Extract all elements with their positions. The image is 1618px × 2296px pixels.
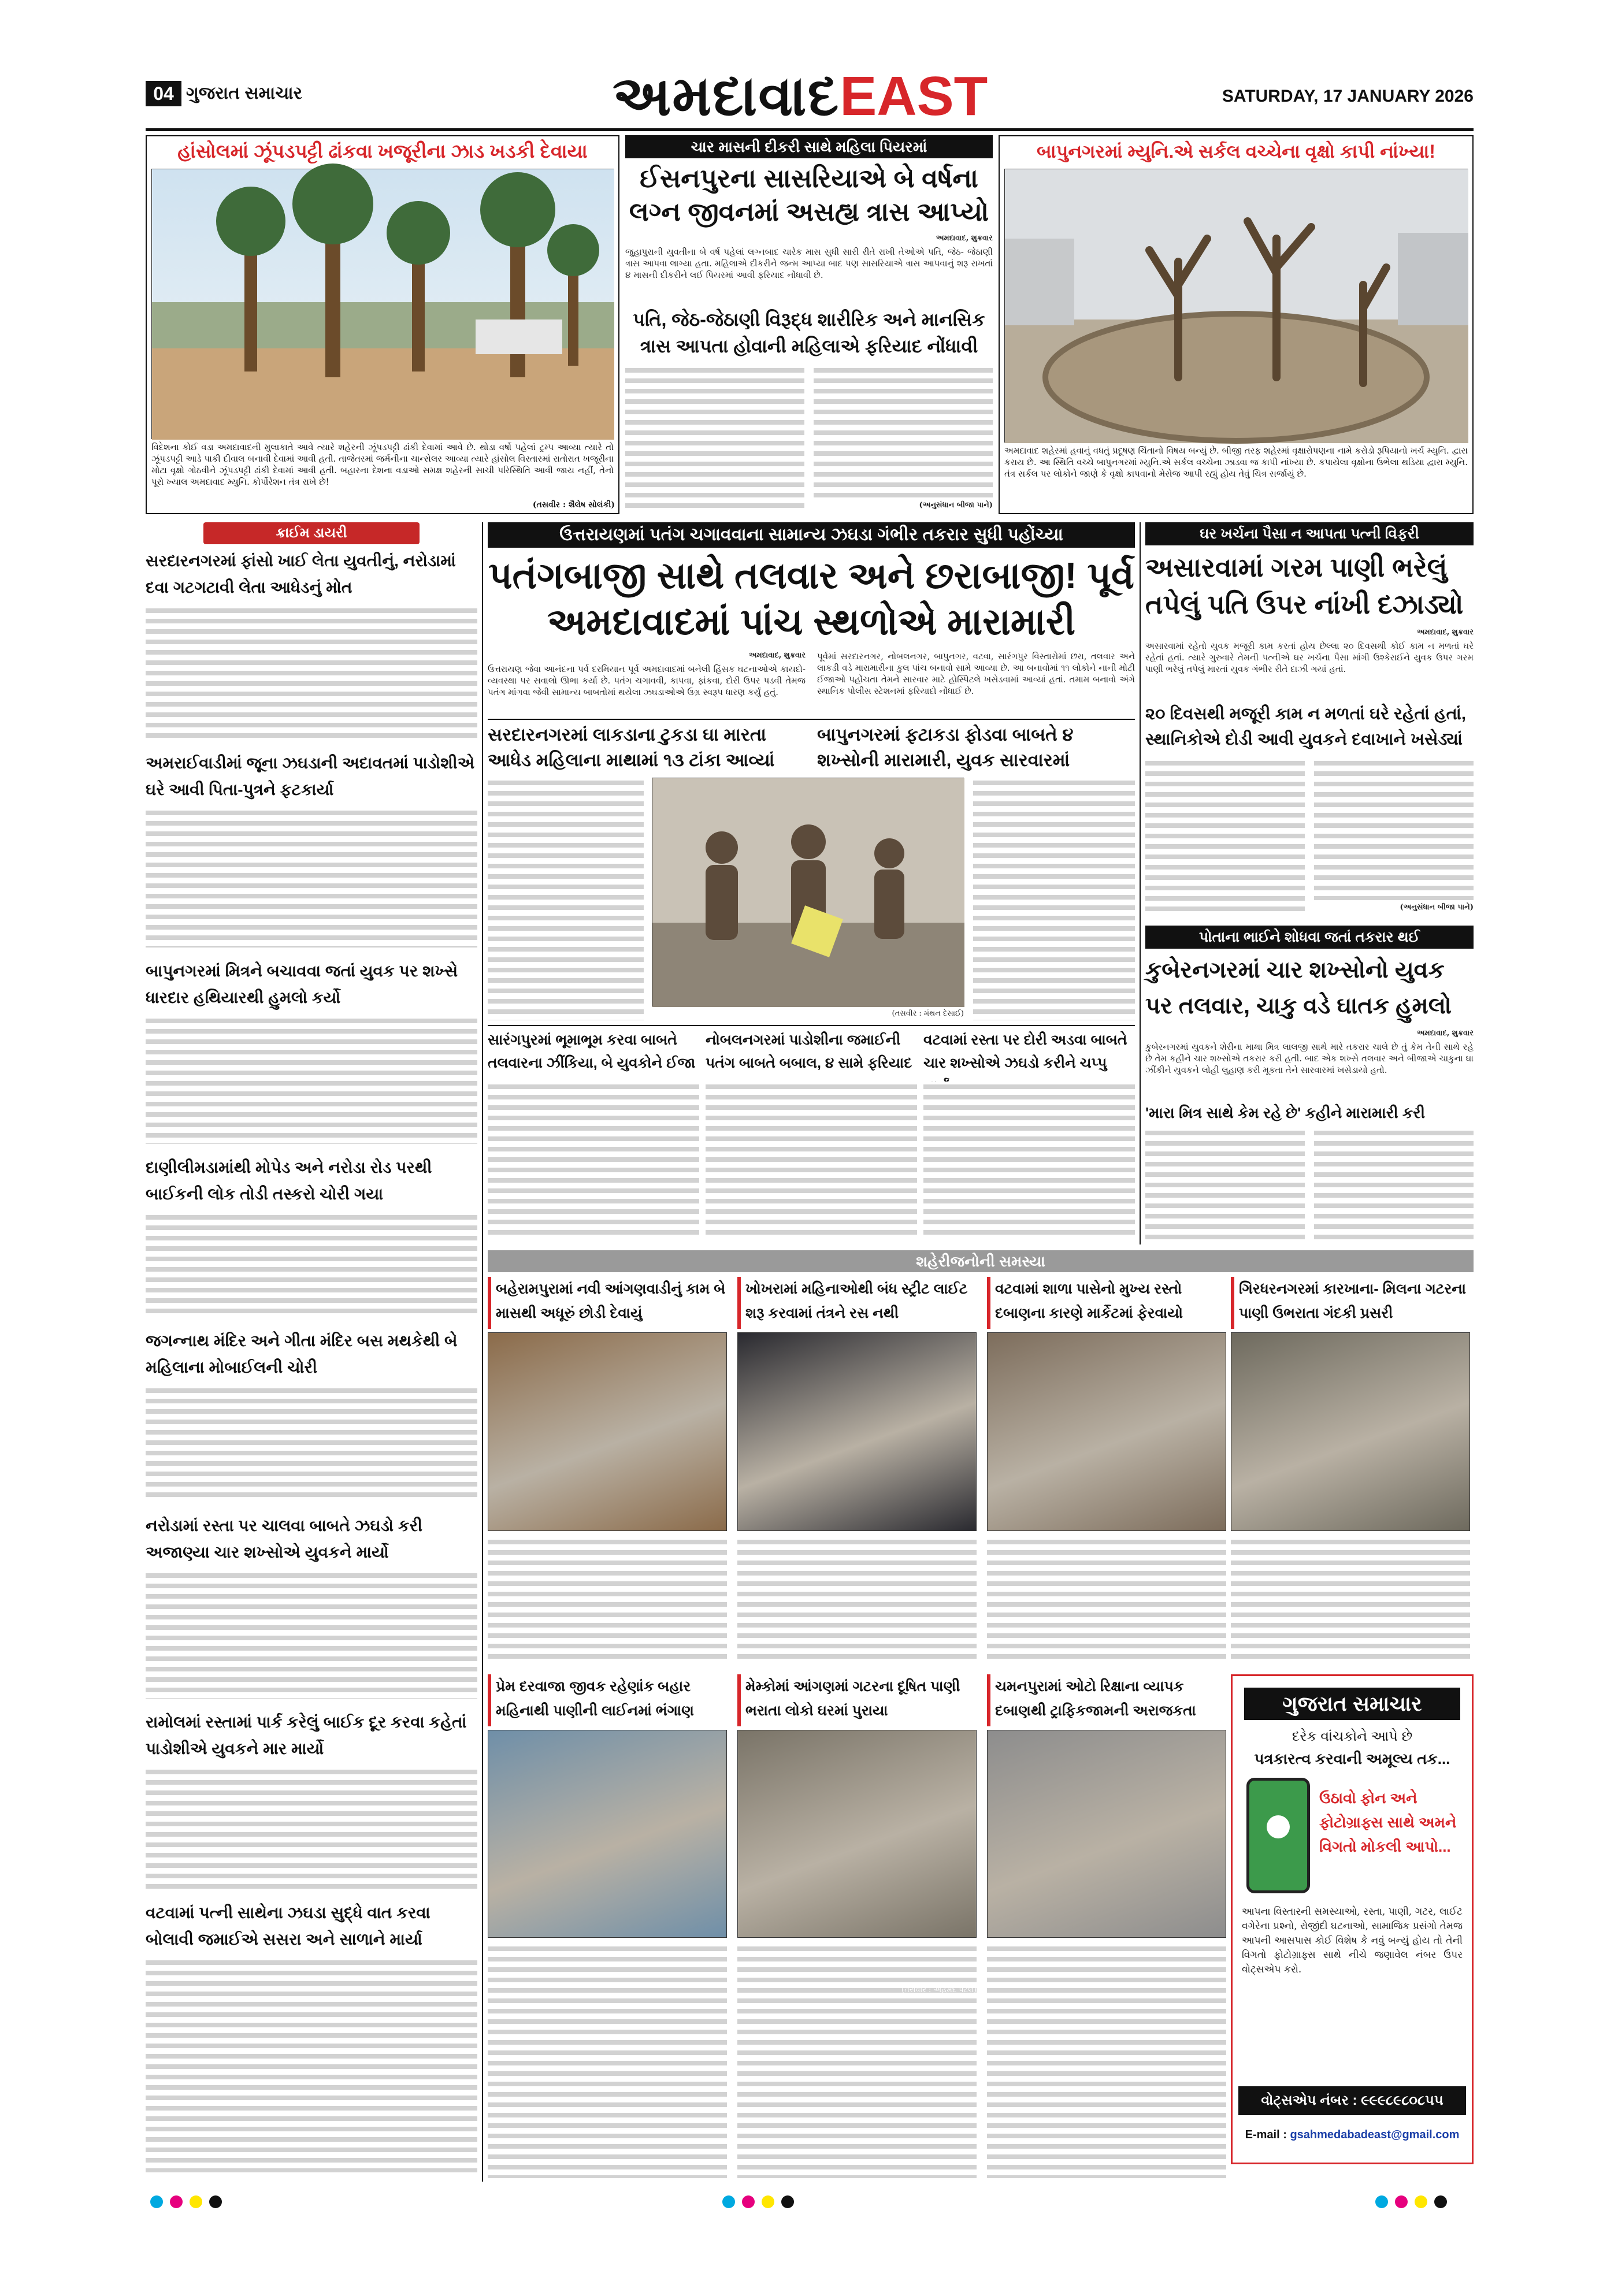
story-kubernagar-dateline: અમદાવાદ, શુક્રવાર: [1416, 1029, 1474, 1038]
promo-cta: ઉઠાવો ફોન અને ફોટોગ્રાફ્સ સાથે અમને વિગતો મોકલી આપો...: [1319, 1789, 1457, 1855]
promo-whatsapp: [1238, 2086, 1466, 2115]
story-kite-body-1: [488, 778, 644, 1020]
story-kite-dateline: અમદાવાદ, શુક્રવાર: [748, 651, 806, 660]
story-isanpur-dateline: અમદાવાદ, શુક્રવાર: [936, 234, 993, 243]
promo-brand: ગુજરાત સમાચાર: [1244, 1688, 1460, 1720]
city-problem-headline: વટવામાં શાળા પાસેનો મુખ્ય રસ્તો દબાણના કારણે માર્કેટમાં ફેરવાયો: [987, 1277, 1226, 1329]
kite-rule-2: [488, 1025, 1135, 1026]
kite-fight-photo: [652, 778, 964, 1006]
crime-story-body: [146, 1957, 477, 2172]
story-isanpur-subhead: પતિ, જેઠ-જેઠાણી વિરૂદ્ધ શારીરિક અને માનસિક ત્રાસ આપતા હોવાની મહિલાએ ફરિયાદ નોંધાવી: [633, 309, 985, 356]
palm-trees-photo: [151, 169, 614, 439]
crime-story-body: [146, 1212, 477, 1317]
registration-dot: [1415, 2195, 1427, 2208]
kite-fight-illustration: [652, 778, 964, 1007]
story-asarva: [1145, 522, 1474, 921]
city-problem-body: [737, 1537, 977, 1664]
story-kite-sub2: બાપુનગરમાં ફટાકડા ફોડવા બાબતે ૪ શખ્સોની મારામારી, યુવક સારવારમાં: [817, 725, 1074, 770]
promo-whatsapp-number[interactable]: ૯૯૯૮૯૮૦૮૫૫: [1361, 2093, 1443, 2108]
masthead-title-gujarati: અમદાવાદ: [613, 64, 840, 128]
crime-story-headline: અમરાઈવાડીમાં જૂના ઝઘડાની અદાવતમાં પાડોશીએ ઘરે આવી પિતા-પુત્રને ફટકાર્યા: [146, 754, 475, 798]
story-kite-lead-right: પૂર્વમાં સરદારનગર, નોબલનગર, બાપુનગર, વટવા, સારંગપુર વિસ્તારોમાં છરા, તલવાર અને લાકડી વડે મારામારીના કુલ પાંચ બનાવો સામે આવ્યા છે. આ બનાવોમાં ૧૧ લોકોને નાની મોટી ઈજાઓ પહોંચતા તેમને સારવાર માટે હોસ્પિટલે ખસેડવામાં આવ્યાં હતાં. તમામ બનાવો અંગે સ્થાનિક પોલીસ સ્ટેશનમાં ફરિયાદો નોંધાઈ છે.: [817, 651, 1135, 696]
story-isanpur-continued: (અનુસંધાન બીજા પાને): [919, 501, 993, 510]
story-asarva-lead: અસારવામાં રહેતો યુવક મજૂરી કામ કરતાં હોય છેલ્લા ૨૦ દિવસથી કોઈ કામ ન મળતાં ઘરે રહેતાં હતાં. ત્યારે ગુરુવારે તેમની પત્નીએ ઘર ખર્ચના પૈસા માંગી ઉશ્કેરાઈને યુવક ઉપર ગરમ પાણી ભરેલું તપેલું મારતાં યુવક ગંભીર રીતે દાઝી ગયાં હતાં.: [1145, 641, 1474, 674]
story-kite-photo-credit: (તસવીર : મંથન દેસાઈ): [892, 1009, 964, 1018]
city-problem-body: [488, 1537, 727, 1664]
registration-dot: [209, 2195, 222, 2208]
story-kubernagar-quote: 'મારા મિત્ર સાથે કેમ રહે છે' કહીને મારામારી કરી: [1145, 1104, 1426, 1121]
crime-story-headline: રામોલમાં રસ્તામાં પાર્ક કરેલું બાઈક દૂર કરવા કહેતાં પાડોશીએ યુવકને માર માર્યો: [146, 1713, 467, 1758]
story-kubernagar-body-1: [1145, 1128, 1305, 1241]
story-kite-sub1: સરદારનગરમાં લાકડાના ટુકડા ઘા મારતા આધેડ મહિલાના માથામાં ૧૩ ટાંકા આવ્યાં: [488, 725, 775, 770]
crime-story-headline: દાણીલીમડામાંથી મોપેડ અને નરોડા રોડ પરથી બાઈકની લોક તોડી તસ્કરો ચોરી ગયા: [146, 1158, 432, 1203]
city-problem-body: [737, 1944, 977, 2178]
city-problem-headline: ગિરધરનગરમાં કારખાના- મિલના ગટરના પાણી ઉભરાતા ગંદકી પ્રસરી: [1231, 1277, 1470, 1329]
city-problem-photo: [1231, 1332, 1470, 1531]
story-kite-sub3: સારંગપુરમાં ભૂમાભૂમ કરવા બાબતે તલવારના ઝીંકિયા, બે યુવકોને ઈજા: [488, 1032, 696, 1071]
city-problems-banner: [488, 1250, 1474, 1272]
crime-story-body: [146, 808, 477, 948]
city-problem-headline: મેમ્કોમાં આંગણમાં ગટરના દૂષિત પાણી ભરાતા લોકો ઘરમાં પુરાયા: [737, 1674, 977, 1726]
city-problem-headline: ચમનપુરામાં ઓટો રિક્ષાના વ્યાપક દબાણથી ટ્રાફિકજામની અરાજકતા: [987, 1674, 1226, 1726]
story-bapunagar-trees: [999, 135, 1474, 514]
city-problem-photo: [737, 1730, 977, 1938]
story-asarva-subhead: ૨૦ દિવસથી મજૂરી કામ ન મળતાં ઘરે રહેતાં હતાં, સ્થાનિકોએ દોડી આવી યુવકને દવાખાને ખસેડ્યાં: [1145, 705, 1466, 749]
city-problem-photo: [488, 1730, 727, 1938]
story-hansol: [146, 135, 619, 514]
cut-trees-illustration: [1005, 169, 1468, 443]
registration-dot: [1375, 2195, 1388, 2208]
promo-body: આપના વિસ્તારની સમસ્યાઓ, રસ્તા, પાણી, ગટર, લાઈટ વગેરેના પ્રશ્નો, રોજીંદી ઘટનાઓ, સામાજિક પ્રસંગો તેમજ આપની આસપાસ કોઈ વિશેષ કે નવું બન્યું હોય તો તેની વિગતો ફોટોગ્રાફ્સ સાથે નીચે જણાવેલ નંબર ઉપર વોટ્સએપ કરો.: [1242, 1906, 1463, 1975]
crime-story-body: [146, 605, 477, 740]
story-kubernagar-body-2: [1314, 1128, 1474, 1241]
promo-email-label: E-mail :: [1245, 2128, 1287, 2141]
story-kite-lead-left: ઉત્તરાયણ જેવા આનંદના પર્વ દરમિયાન પૂર્વ અમદાવાદમાં બનેલી હિંસક ઘટનાઓએ કાયદો-વ્યવસ્થા પર સવાલો ઊભા કર્યા છે. પતંગ ચગાવવી, કાપવા, ફાંકવા, દોરી ઉપર પડવી તેમજ પતંગ માંગવા જેવી સામાન્ય બાબતોમાં થયેલા ઝઘડાઓએ ઉગ્ર સ્વરૂપ ધારણ કર્યું હતું.: [488, 664, 806, 697]
story-hansol-headline: હાંસોલમાં ઝૂંપડપટ્ટી ઢાંકવા ખજૂરીના ઝાડ ખડકી દેવાયા: [177, 140, 588, 162]
story-kite-body-2: [973, 778, 1135, 1020]
paper-name: ગુજરાત સમાચાર: [186, 84, 303, 103]
column-rule-1: [482, 522, 483, 2182]
story-kite-sub5: વટવામાં રસ્તા પર દોરી અડવા બાબતે ચાર શખ્સોએ ઝઘડો કરીને ચપ્પુ: [923, 1032, 1127, 1071]
page-number: 04: [146, 81, 181, 106]
city-problems-photo-credit: (તસવીર : અહેમદ પટેલ): [901, 1986, 977, 1994]
city-problem-headline: બહેરામપુરામાં નવી આંગણવાડીનું કામ બે માસથી અધૂરું છોડી દેવાયું: [488, 1277, 727, 1329]
issue-date: SATURDAY, 17 JANUARY 2026: [1222, 87, 1474, 106]
registration-dot: [762, 2195, 774, 2208]
story-kite: [488, 522, 1135, 1244]
city-problem-photo: [987, 1332, 1226, 1531]
crime-story-body: [146, 1385, 477, 1502]
story-kubernagar-headline: કુબેરનગરમાં ચાર શખ્સોનો યુવક પર તલવાર, ચાકુ વડે ઘાતક હુમલો: [1145, 957, 1452, 1019]
story-isanpur-kicker: ચાર માસની દીકરી સાથે મહિલા પિયરમાં: [625, 135, 993, 158]
city-problem-photo: [488, 1332, 727, 1531]
city-problem-body: [1231, 1537, 1470, 1664]
city-problem-photo: [737, 1332, 977, 1531]
story-kite-body-5: [923, 1082, 1135, 1239]
city-problem-headline: ખોખરામાં મહિનાઓથી બંધ સ્ટ્રીટ લાઈટ શરૂ કરવામાં તંત્રને રસ નથી: [737, 1277, 977, 1329]
story-bapunagar-trees-caption: અમદાવાદ શહેરમાં હવાનું વધતું પ્રદૂષણ ચિંતાનો વિષય બન્યું છે. બીજી તરફ શહેરમાં વૃક્ષારોપણના નામે કરોડો રૂપિયાનો ખર્ચ મ્યુનિ. દ્વારા કરાય છે. આ સ્થિતિ વચ્ચે બાપુનગરમાં મ્યુનિ.એ સર્કલ વચ્ચેના ઝાડવા જ કાપી નાંખ્યા છે. કપાયેલા વૃક્ષોના ઉભેલા થડિયા દ્વારા મ્યુનિ. તંત્ર સર્કલ પર લોકોને જાણે કે વૃક્ષો કાપવાનો મેસેજ આપી રહ્યું હોય તેવું ચિત્ર સર્જાયું છે.: [1004, 445, 1468, 479]
masthead-rule: [146, 128, 1474, 131]
crime-story-headline: નરોડામાં રસ્તા પર ચાલવા બાબતે ઝઘડો કરી અજાણ્યા ચાર શખ્સોએ યુવકને માર્યો: [146, 1517, 423, 1561]
story-isanpur-body-1: [625, 365, 804, 512]
promo-email-address[interactable]: gsahmedabadeast@gmail.com: [1290, 2128, 1460, 2141]
crime-story-headline: વટવામાં પત્ની સાથેના ઝઘડા સુદ્ધે વાત કરવા બોલાવી જમાઈએ સસરા અને સાળાને માર્યા: [146, 1904, 431, 1948]
masthead-title: [613, 64, 1133, 127]
story-isanpur-body-2: [814, 365, 993, 498]
promo-whatsapp-label: વોટ્સએપ નંબર :: [1261, 2093, 1357, 2108]
registration-dot: [150, 2195, 163, 2208]
story-kite-sub4: નોબલનગરમાં પાડોશીના જમાઈની પતંગ બાબતે બબાલ, ૪ સામે ફરિયાદ: [706, 1032, 912, 1071]
promo-email: [1238, 2123, 1466, 2146]
story-asarva-dateline: અમદાવાદ, શુક્રવાર: [1416, 628, 1474, 637]
promo-box: [1231, 1674, 1474, 2164]
story-bapunagar-trees-headline: બાપુનગરમાં મ્યુનિ.એ સર્કલ વચ્ચેના વૃક્ષો કાપી નાંખ્યા!: [1037, 141, 1435, 162]
registration-dot: [1434, 2195, 1447, 2208]
city-problem-body: [488, 1944, 727, 2178]
story-kubernagar: [1145, 926, 1474, 1244]
column-rule-2: [1140, 522, 1141, 1244]
registration-dot: [722, 2195, 735, 2208]
promo-line1: દરેક વાંચકોને આપે છે: [1292, 1729, 1413, 1744]
registration-dot: [190, 2195, 202, 2208]
story-asarva-continued: (અનુસંધાન બીજા પાને): [1400, 903, 1474, 912]
city-problem-headline: પ્રેમ દરવાજા જીવક રહેણાંક બહાર મહિનાથી પાણીની લાઈનમાં ભંગાણ: [488, 1674, 727, 1726]
story-isanpur: [625, 135, 993, 514]
crime-story-headline: જગન્નાથ મંદિર અને ગીતા મંદિર બસ મથકેથી બે મહિલાના મોબાઈલની ચોરી: [146, 1332, 458, 1376]
story-isanpur-headline: ઈસનપુરના સાસરિયાએ બે વર્ષના લગ્ન જીવનમાં અસહ્ય ત્રાસ આપ્યો: [629, 164, 989, 226]
story-hansol-caption: વિદેશના કોઈ વડા અમદાવાદની મુલાકાતે આવે ત્યારે શહેરની ઝૂંપડપટ્ટી ઢાંકી દેવામાં આવે છે. થોડા વર્ષો પહેલાં ટ્રમ્પ આવ્યા ત્યારે તો ઝૂંપડપટ્ટી આડે પાકી દીવાલ બનાવી દેવામાં આવી હતી. તાજેતરમાં જર્મનીના ચાન્સેલર આવ્યા ત્યારે હાંસોલ વિસ્તારમાં રાતોરાત ખજૂરીના મોટા વૃક્ષો ગોઠવીને ઝૂંપડપટ્ટી ઢાંકી દેવામાં આવી હતી. બહારના દેશના વડાઓ સમક્ષ શહેરની સાચી પરિસ્થિતિ આવી જાય નહીં, તેનો પૂરો ખ્યાલ અમદાવાદ મ્યુનિ. કોર્પોરેશન તંત્ર રાખે છે!: [151, 442, 614, 487]
story-kite-headline: પતંગબાજી સાથે તલવાર અને છરાબાજી! પૂર્વ અમદાવાદમાં પાંચ સ્થળોએ મારામારી: [488, 555, 1134, 642]
kite-rule-1: [488, 719, 1135, 720]
crime-story-body: [146, 1767, 477, 1889]
story-asarva-kicker: ઘર ખર્ચના પૈસા ન આપતા પત્ની વિફરી: [1145, 522, 1474, 545]
story-asarva-body-1: [1145, 758, 1305, 914]
crime-story-body: [146, 1570, 477, 1699]
city-problem-photo: [987, 1730, 1226, 1938]
story-kubernagar-lead: કુબેરનગરમાં યુવકને શેરીના માથા મિત્ર લાલજી સાથે મારે તકરાર ચાલે છે તું કેમ તેની સાથે રહે છે તેમ કહીને ચાર શખ્સોએ તકરાર કરી હતી. બાદ એક શખ્સે તલવાર અને બીજાએ ચાકુના ઘા ઝીંકીને યુવકને લોહી લુહાણ કરી મૂકતા તેને સારવારમાં ખસેડાયો હતો.: [1145, 1042, 1474, 1075]
story-hansol-credit: (તસવીર : શૈલેષ સોલંકી): [532, 500, 615, 510]
story-kite-kicker: ઉત્તરાયણમાં પતંગ ચગાવવાના સામાન્ય ઝઘડા ગંભીર તકરાર સુધી પહોંચ્યા: [488, 522, 1135, 548]
story-kite-body-3: [488, 1082, 699, 1239]
crime-story-body: [146, 1016, 477, 1144]
registration-dot: [170, 2195, 183, 2208]
city-problems-banner-text: શહેરીજનોની સમસ્યા: [916, 1253, 1045, 1270]
registration-dot: [781, 2195, 794, 2208]
story-kite-body-4: [706, 1082, 917, 1239]
story-asarva-headline: અસારવામાં ગરમ પાણી ભરેલું તપેલું પતિ ઉપર નાંખી દઝાડ્યો: [1145, 552, 1464, 619]
story-kubernagar-kicker: પોતાના ભાઈને શોધવા જતાં તકરાર થઈ: [1145, 926, 1474, 949]
city-problem-body: [987, 1537, 1226, 1664]
city-problem-body: [987, 1944, 1226, 2178]
story-isanpur-lead: જુહાપુરાની યુવતીના બે વર્ષ પહેલાં લગ્નબાદ ચારેક માસ સુધી સારી રીતે રાખી તેઓએ પતિ, જેઠ- જેઠાણી ત્રાસ આપવા લાગ્યા હતા. મહિલાએ દીકરીને જન્મ આપ્યા બાદ પણ સાસરિયાએ ત્રાસ આપવાનું શરૂ રાખતાં ૪ માસની દીકરીને લઈ પિયરમાં આવી ફરિયાદ નોંધાવી છે.: [625, 247, 993, 280]
registration-dot: [742, 2195, 755, 2208]
palm-trees-illustration: [152, 169, 614, 440]
crime-story-headline: બાપુનગરમાં મિત્રને બચાવવા જતાં યુવક પર શખ્સે ધારદાર હથિયારથી હુમલો કર્યો: [146, 962, 458, 1006]
crime-diary-label: ક્રાઈમ ડાયરી: [203, 522, 420, 544]
masthead-title-english: EAST: [840, 65, 988, 127]
crime-story-headline: સરદારનગરમાં ફાંસો ખાઈ લેતા યુવતીનું, નરોડામાં દવા ગટગટાવી લેતા આધેડનું મોત: [146, 552, 456, 596]
registration-dot: [1395, 2195, 1408, 2208]
phone-icon: [1246, 1778, 1310, 1893]
cut-trees-photo: [1004, 169, 1468, 443]
promo-line2: પત્રકારત્વ કરવાની અમૂલ્ય તક...: [1254, 1750, 1450, 1767]
story-asarva-body-2: [1314, 758, 1474, 900]
